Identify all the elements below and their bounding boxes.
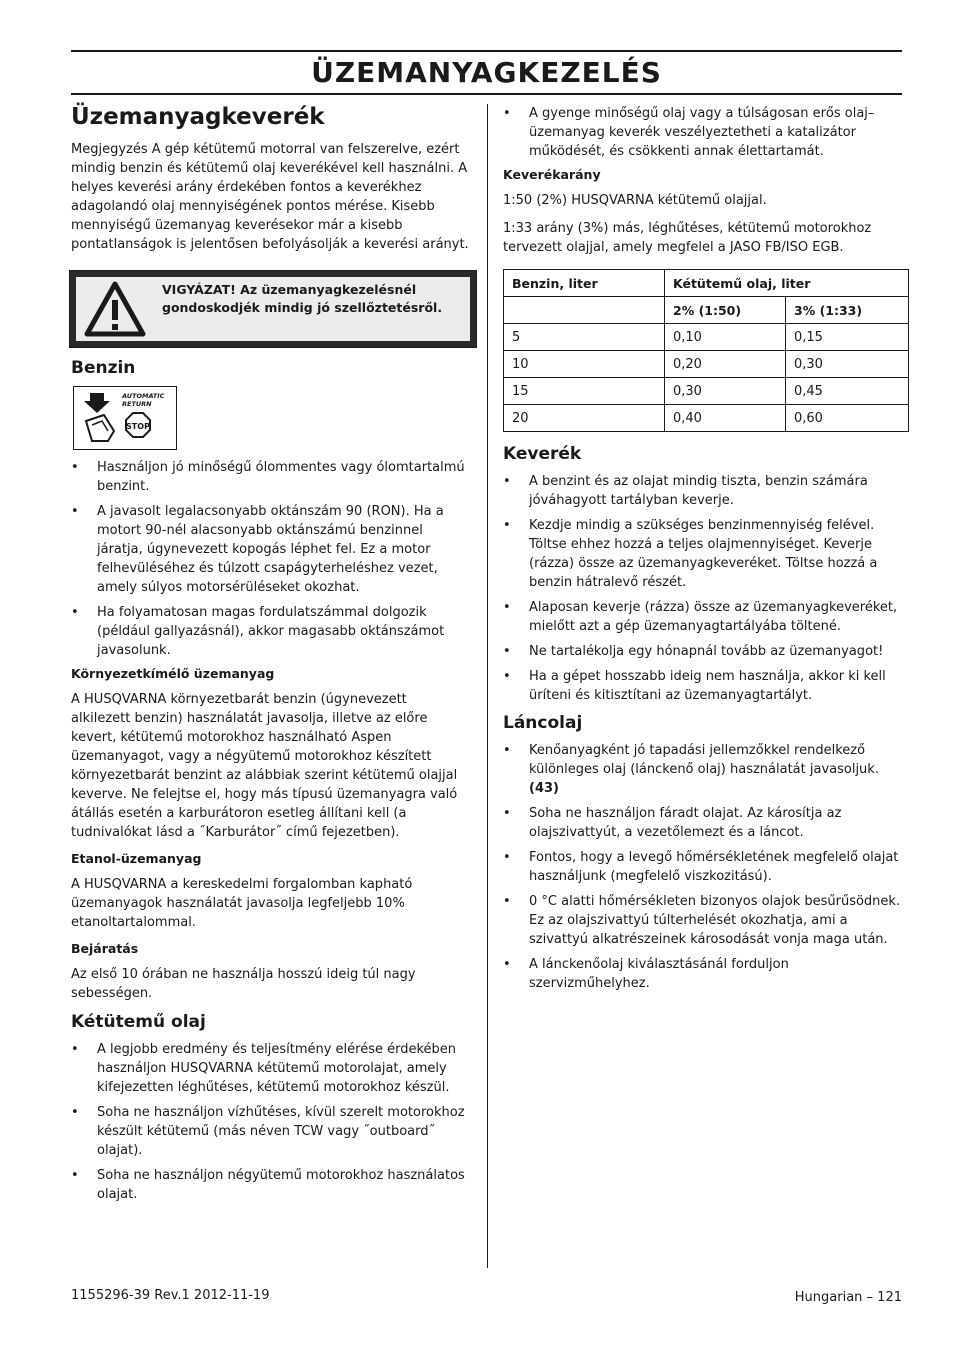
list-item <box>71 1103 469 1160</box>
fuel-stop-icon <box>73 386 177 450</box>
intro-paragraph: Megjegyzés A gép kétütemű motorral van felszerelve, ezért mindig benzin és kétütemű olaj keverékével kell használni. A helyes keverési arány érdekében fontos a keverékhez adagolandó olaj mennyiségének pontos mérése. Kisebb mennyiségű üzemanyag keverésekor már a kisebb pontatlanságok is jelentősen befolyásolják a keverési arányt. <box>71 142 469 252</box>
bullet: • <box>71 460 79 475</box>
bullet: • <box>503 474 511 489</box>
bullet: • <box>71 1168 79 1183</box>
table-cell: 0,15 <box>786 324 909 351</box>
ratio-paragraph-2: 1:33 arány (3%) más, léghűtéses, kétütemű motorokhoz tervezett olajjal, amely megfelel a JASO FB/ISO EGB. <box>503 221 872 255</box>
warning-box <box>69 270 477 348</box>
figure-reference: (43) <box>529 781 559 796</box>
header-3-percent: 3% (1:33) <box>786 297 909 324</box>
ethanol-paragraph: A HUSQVARNA a kereskedelmi forgalomban kapható üzemanyagok használatát javasolja legfeljebb 10% etanoltartalommal. <box>71 877 413 930</box>
break-in-heading: Bejáratás <box>71 941 139 956</box>
warning-triangle-icon <box>84 281 146 337</box>
bullet: • <box>71 504 79 519</box>
bullet: • <box>503 106 511 121</box>
bullet: • <box>503 669 511 684</box>
list-item <box>503 472 909 510</box>
bullet: • <box>503 957 511 972</box>
list-item <box>503 892 909 949</box>
list-item-text: A gyenge minőségű olaj vagy a túlságosan erős olaj–üzemanyag keverék veszélyeztetheti a katalizátor működését, és csökkenti annak élettartamát. <box>529 106 875 159</box>
list-item <box>71 603 469 660</box>
header-oil: Kétütemű olaj, liter <box>665 270 909 297</box>
column-divider <box>487 104 488 1268</box>
left-column <box>71 104 469 1210</box>
list-item-text: A lánckenőolaj kiválasztásánál forduljon szervizműhelyhez. <box>529 957 789 991</box>
bullet: • <box>503 644 511 659</box>
table-row <box>504 405 909 432</box>
top-rule <box>71 50 902 52</box>
list-item-text: Soha ne használjon fáradt olajat. Az károsítja az olajszivattyút, a vezetőlemezt és a láncot. <box>529 806 842 840</box>
table-cell: 15 <box>504 378 665 405</box>
table-cell: 5 <box>504 324 665 351</box>
list-item <box>503 642 909 661</box>
table-cell: 0,60 <box>786 405 909 432</box>
section-heading: Üzemanyagkeverék <box>71 104 325 130</box>
list-item <box>71 1040 469 1097</box>
break-in-paragraph: Az első 10 órában ne használja hosszú ideig túl nagy sebességen. <box>71 967 416 1001</box>
bullet: • <box>71 605 79 620</box>
document-revision: 1155296-39 Rev.1 2012-11-19 <box>71 1288 270 1303</box>
list-item <box>503 848 909 886</box>
bullet: • <box>503 850 511 865</box>
fuel-pump-icon <box>74 387 176 449</box>
list-item <box>71 458 469 496</box>
list-item <box>503 516 909 592</box>
list-item-text: Alaposan keverje (rázza) össze az üzemanyagkeveréket, mielőtt azt a gép üzemanyagtartályába töltené. <box>529 600 898 634</box>
list-item <box>503 104 909 161</box>
mix-list <box>503 472 909 705</box>
table-row <box>504 324 909 351</box>
list-item-text: Használjon jó minőségű ólommentes vagy ólomtartalmú benzint. <box>97 460 465 494</box>
list-item-text: A javasolt legalacsonyabb oktánszám 90 (RON). Ha a motort 90-nél alacsonyabb oktánszámú benzinnel járatja, úgynevezett kopogás léphet fel. Ez a motor felhevüléséhez és túlzott csapágyterheléshez vezet, amely súlyos motorsérüléseket okozhat. <box>97 504 444 595</box>
table-row <box>504 378 909 405</box>
bullet: • <box>503 894 511 909</box>
page-number: Hungarian – 121 <box>794 1290 902 1305</box>
list-item <box>71 1166 469 1204</box>
list-item-text: Kezdje mindig a szükséges benzinmennyiség felével. Töltse ehhez hozzá a teljes olajmennyiséget. Keverje (rázza) össze az üzemanyagkeveréket. Töltse hozzá a benzin hátralevő részét. <box>529 518 878 590</box>
table-cell: 10 <box>504 351 665 378</box>
list-item-text: Soha ne használjon vízhűtéses, kívül szerelt motorokhoz készült kétütemű (más néven TCW vagy ˝outboard˝ olajat). <box>97 1105 465 1158</box>
table-row <box>504 351 909 378</box>
table-cell: 0,30 <box>665 378 786 405</box>
table-cell: 0,40 <box>665 405 786 432</box>
title-underline <box>71 93 902 95</box>
two-stroke-oil-heading: Kétütemű olaj <box>71 1012 206 1032</box>
icon-label-return: RETURN <box>122 400 152 408</box>
table-subheader-row <box>504 297 909 324</box>
list-item-text: Ha a gépet hosszabb ideig nem használja, akkor ki kell üríteni és kitisztítani az üzemanyagtartályt. <box>529 669 886 703</box>
mix-ratio-table <box>503 269 909 432</box>
page-title: ÜZEMANYAGKEZELÉS <box>311 56 662 89</box>
chain-oil-list <box>503 741 909 993</box>
bullet: • <box>503 806 511 821</box>
table-cell: 0,45 <box>786 378 909 405</box>
right-column <box>503 104 909 999</box>
list-item-text: 0 °C alatti hőmérsékleten bizonyos olajok besűrűsödnek. Ez az olajszivattyú túlterhelését okozhatja, ami a szivattyú alkatrészeinek károsodását vonja maga után. <box>529 894 901 947</box>
icon-label-automatic: AUTOMATIC <box>122 392 165 400</box>
warning-text: VIGYÁZAT! Az üzemanyagkezelésnél gondoskodjék mindig jó szellőztetésről. <box>162 282 443 315</box>
list-item <box>503 598 909 636</box>
table-header-row <box>504 270 909 297</box>
oil-list-continued <box>503 104 909 161</box>
list-item <box>71 502 469 597</box>
list-item <box>503 741 909 798</box>
header-2-percent: 2% (1:50) <box>665 297 786 324</box>
ratio-paragraph-1: 1:50 (2%) HUSQVARNA kétütemű olajjal. <box>503 193 767 208</box>
bullet: • <box>503 600 511 615</box>
list-item-text: Fontos, hogy a levegő hőmérsékletének megfelelő olajat használjunk (megfelelő viszkozitású). <box>529 850 899 884</box>
mix-heading: Keverék <box>503 444 582 464</box>
list-item-text: A legjobb eredmény és teljesítmény elérése érdekében használjon HUSQVARNA kétütemű motorolajat, amely kifejezetten léghűtéses, kétütemű motorokhoz készül. <box>97 1042 457 1095</box>
list-item <box>503 955 909 993</box>
list-item-text: Kenőanyagként jó tapadási jellemzőkkel rendelkező különleges olaj (lánckenő olaj) használatát javasoljuk. <box>529 743 879 777</box>
chain-oil-heading: Láncolaj <box>503 713 583 733</box>
oil-list <box>71 1040 469 1204</box>
env-fuel-paragraph: A HUSQVARNA környezetbarát benzin (úgynevezett alkilezett benzin) használatát javasolja, illetve az előre kevert, kétütemű motorokhoz használható Aspen üzemanyagot, vagy a négyütemű motorokhoz készített környezetbarát benzint az alábbiak szerint kétütemű olajjal keverve. Ne felejtse el, hogy más típusú üzemanyagra való átállás esetén a karburátoron esetleg állítani kell (a tudnivalókat lásd a ˝Karburátor˝ című fejezetben). <box>71 692 458 840</box>
benzin-list <box>71 458 469 660</box>
ethanol-heading: Etanol-üzemanyag <box>71 851 202 866</box>
mix-ratio-heading: Keverékarány <box>503 167 601 182</box>
list-item-text: A benzint és az olajat mindig tiszta, benzin számára jóváhagyott tartályban keverje. <box>529 474 868 508</box>
bullet: • <box>71 1042 79 1057</box>
bullet: • <box>503 518 511 533</box>
table-cell: 0,30 <box>786 351 909 378</box>
table-cell: 0,10 <box>665 324 786 351</box>
benzin-heading: Benzin <box>71 358 136 378</box>
list-item-text: Ha folyamatosan magas fordulatszámmal dolgozik (például gallyazásnál), akkor magasabb oktánszámot javasolunk. <box>97 605 445 658</box>
table-cell <box>504 297 665 324</box>
header-benzin: Benzin, liter <box>504 270 665 297</box>
table-cell: 20 <box>504 405 665 432</box>
list-item-text: Soha ne használjon négyütemű motorokhoz használatos olajat. <box>97 1168 465 1202</box>
list-item <box>503 667 909 705</box>
stop-sign-label: STOP <box>126 422 150 431</box>
table-cell: 0,20 <box>665 351 786 378</box>
bullet: • <box>503 743 511 758</box>
list-item <box>503 804 909 842</box>
env-fuel-heading: Környezetkímélő üzemanyag <box>71 666 275 681</box>
list-item-text: Ne tartalékolja egy hónapnál tovább az üzemanyagot! <box>529 644 884 659</box>
bullet: • <box>71 1105 79 1120</box>
